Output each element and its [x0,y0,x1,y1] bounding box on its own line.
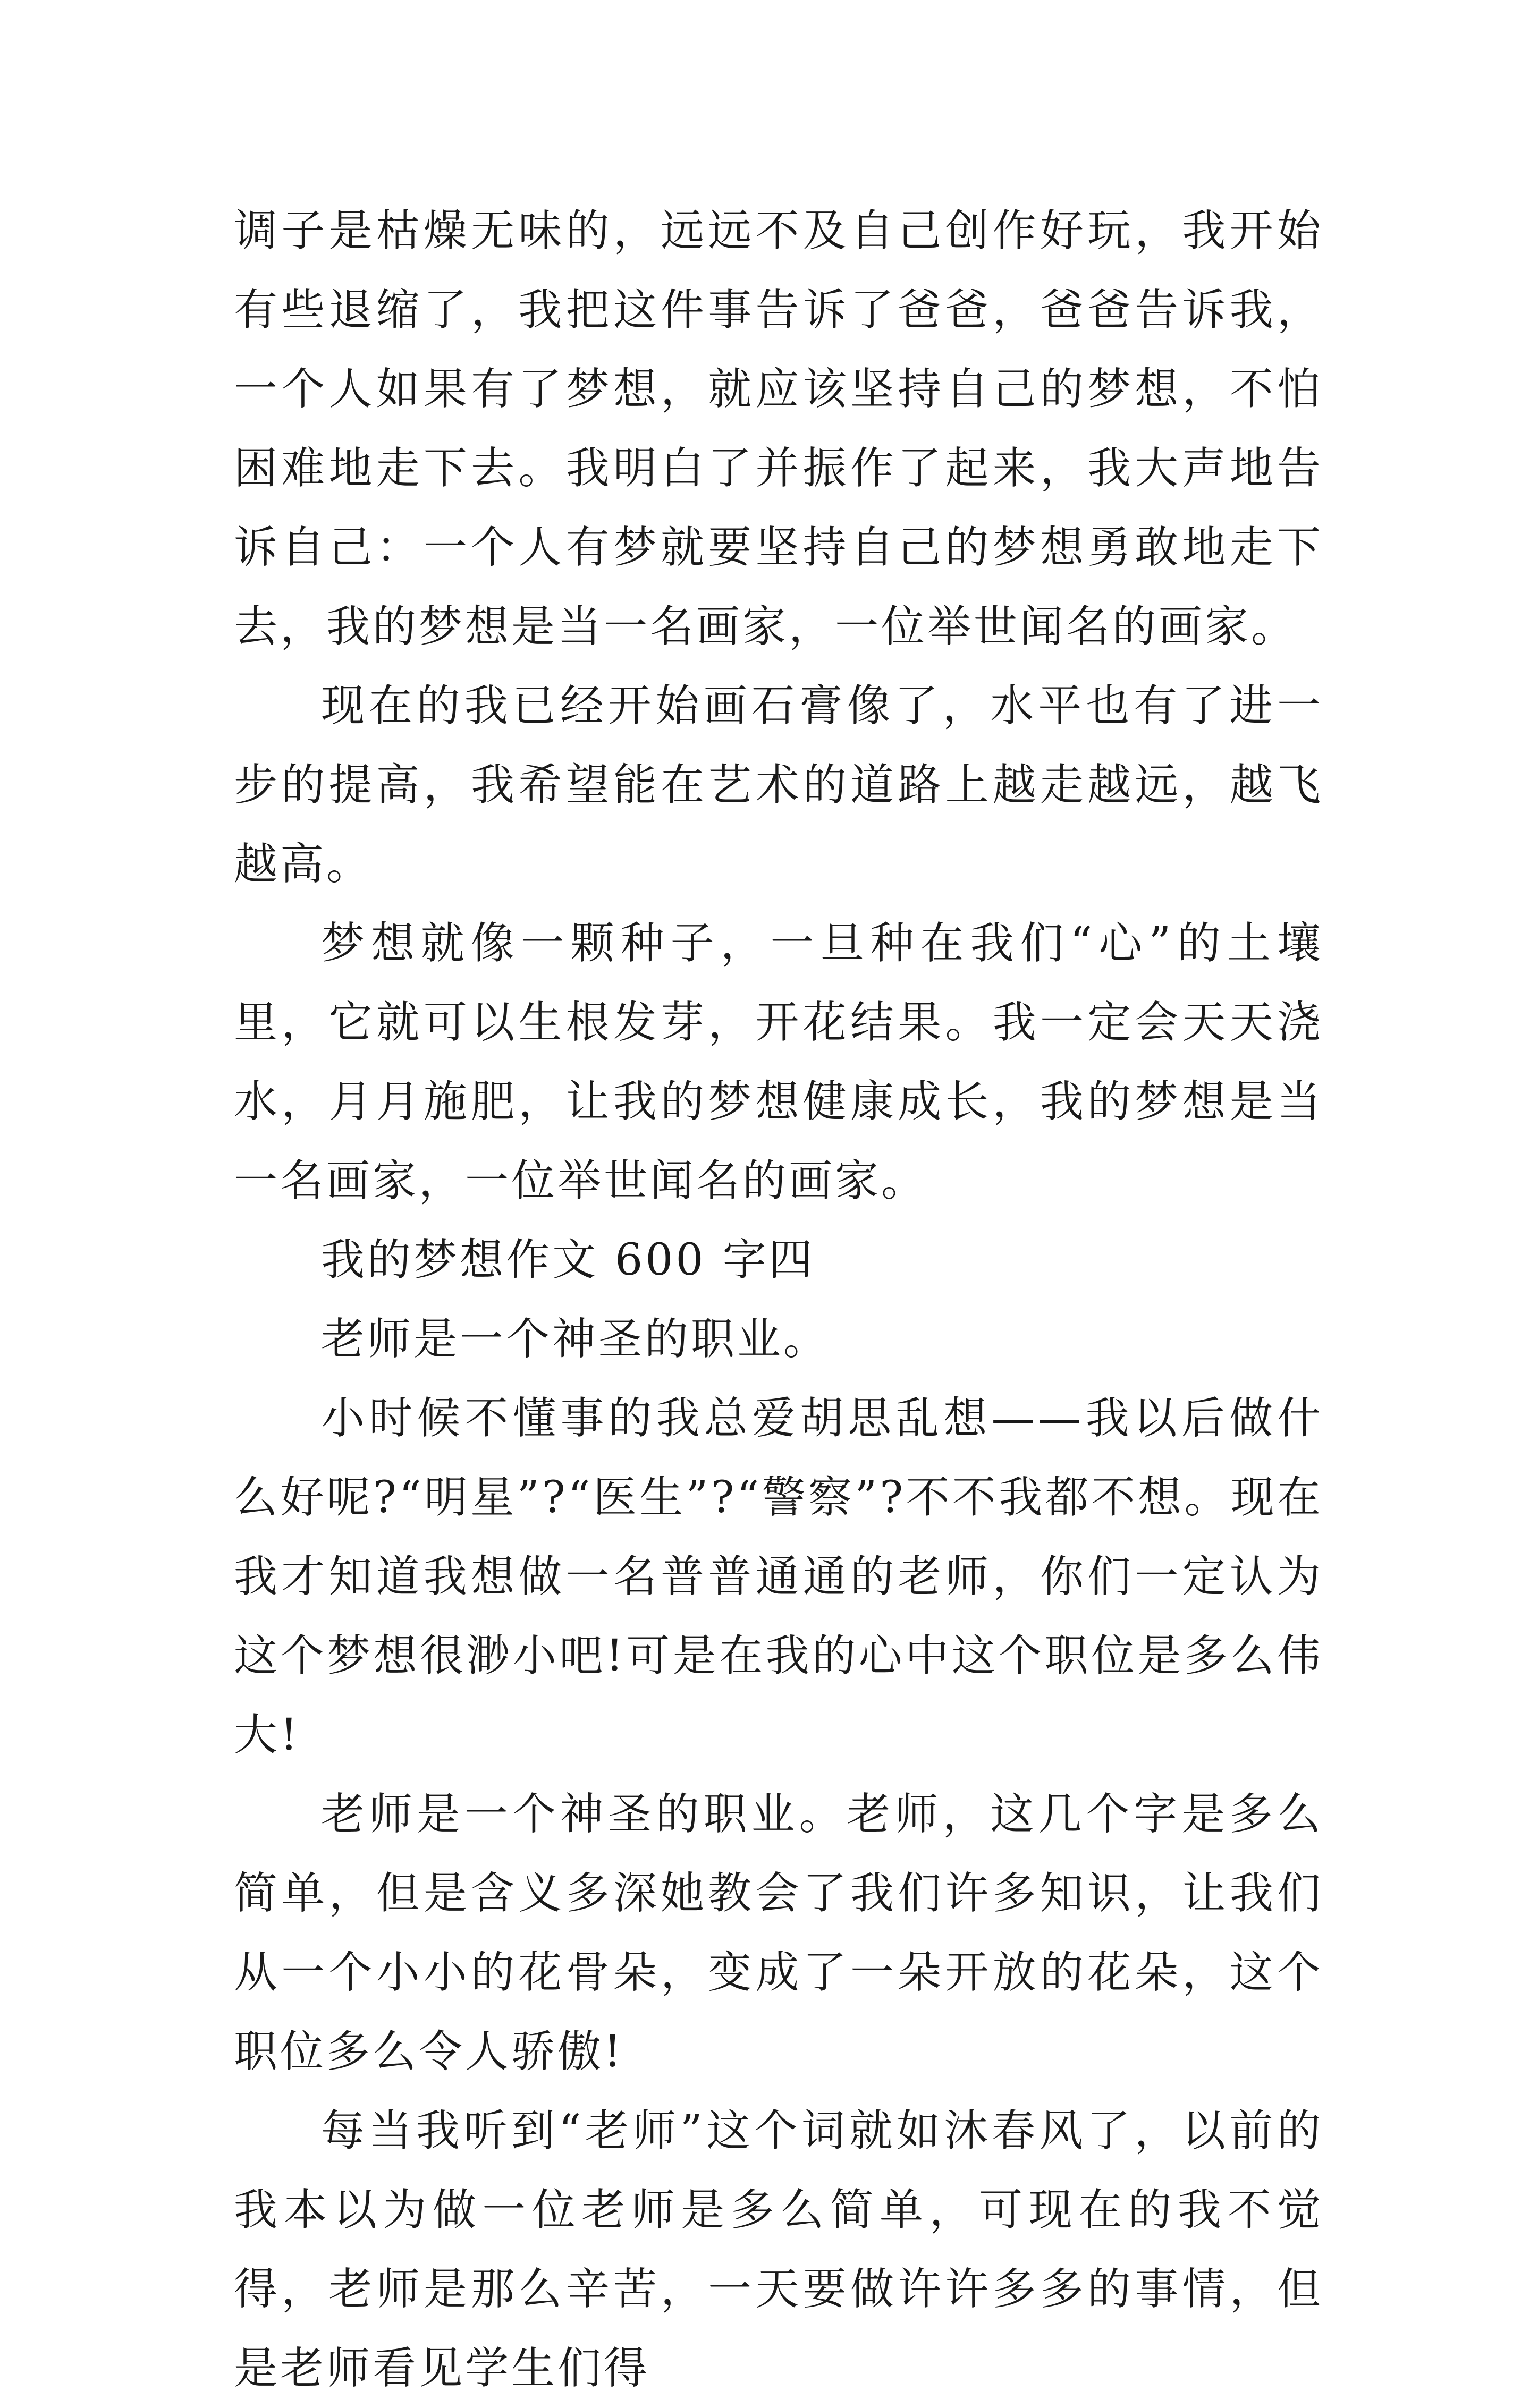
section-heading: 我的梦想作文 600 字四 [321,1235,815,1285]
paragraph: 梦想就像一颗种子，一旦种在我们“心”的土壤里，它就可以生根发芽，开花结果。我一定会天天浇水，月月施肥，让我的梦想健康成长，我的梦想是当一名画家，一位举世闻名的画家。 [234,918,1323,1206]
paragraph: 每当我听到“老师”这个词就如沐春风了，以前的我本以为做一位老师是多么简单，可现在的我不觉得，老师是那么辛苦，一天要做许许多多的事情，但是老师看见学生们得 [234,2106,1323,2394]
paragraph: 老师是一个神圣的职业。 [321,1314,830,1364]
paragraph: 老师是一个神圣的职业。老师，这几个字是多么简单，但是含义多深她教会了我们许多知识，让我们从一个小小的花骨朵，变成了一朵开放的花朵，这个职位多么令人骄傲! [234,1789,1323,2077]
paragraph: 调子是枯燥无味的，远远不及自己创作好玩，我开始有些退缩了，我把这件事告诉了爸爸，爸爸告诉我，一个人如果有了梦想，就应该坚持自己的梦想，不怕困难地走下去。我明白了并振作了起来，我大声地告诉自己：一个人有梦就要坚持自己的梦想勇敢地走下去，我的梦想是当一名画家，一位举世闻名的画家。 [234,206,1323,652]
document-body [234,191,1323,2408]
paragraph: 小时候不懂事的我总爱胡思乱想——我以后做什么好呢?“明星”?“医生”?“警察”?不不我都不想。现在我才知道我想做一名普普通通的老师，你们一定认为这个梦想很渺小吧!可是在我的心中这个职位是多么伟大! [234,1393,1323,1760]
paragraph: 现在的我已经开始画石膏像了，水平也有了进一步的提高，我希望能在艺术的道路上越走越远，越飞越高。 [234,681,1323,889]
